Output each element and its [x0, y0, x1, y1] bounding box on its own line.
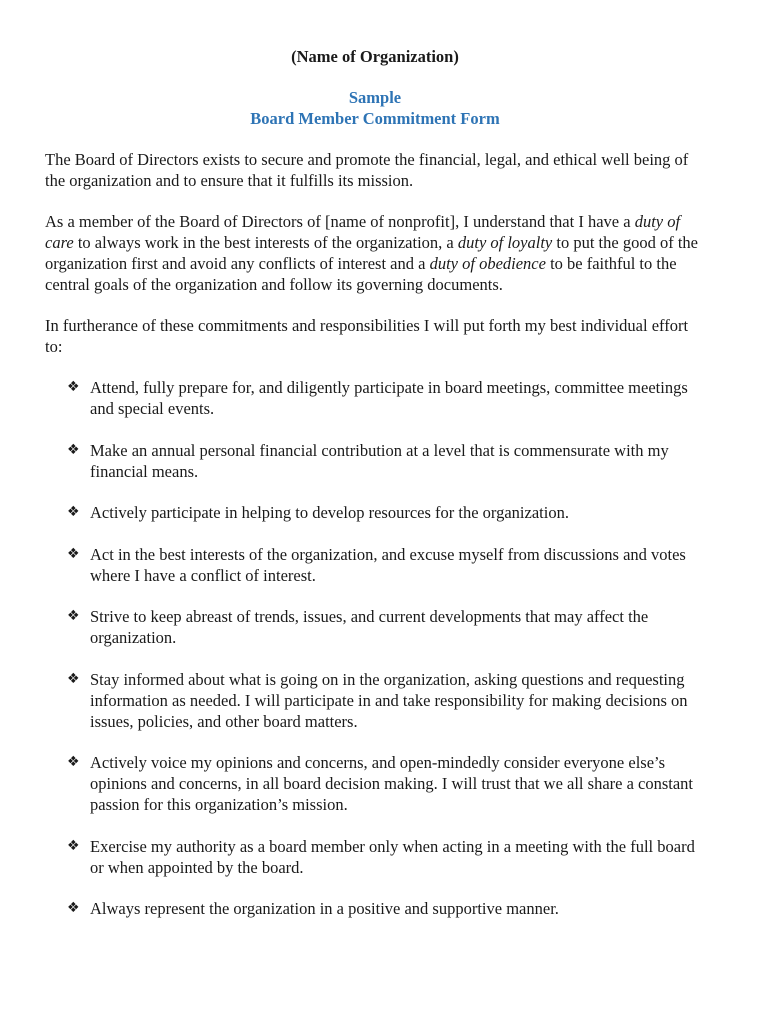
pledge-text: Always represent the organization in a positive and supportive manner. — [90, 899, 559, 918]
diamond-bullet-icon: ❖ — [67, 608, 80, 624]
pledge-text: Strive to keep abreast of trends, issues, and current developments that may affect the organization. — [90, 607, 649, 647]
pledge-item — [45, 440, 700, 482]
pledge-text: Act in the best interests of the organization, and excuse myself from discussions and votes where I have a conflict of interest. — [90, 544, 686, 585]
duty-of-obedience-term: duty of obedience — [429, 254, 546, 273]
document-page — [45, 46, 705, 940]
duties-paragraph — [45, 211, 705, 295]
intro-paragraph: The Board of Directors exists to secure and promote the financial, legal, and ethical well being of the organization and to ensure that it fulfills its mission. — [45, 150, 689, 190]
pledge-item — [45, 606, 700, 648]
diamond-bullet-icon: ❖ — [67, 379, 80, 395]
pledge-text: Attend, fully prepare for, and diligently participate in board meetings, committee meetings and special events. — [90, 378, 688, 418]
pledge-text: Exercise my authority as a board member only when acting in a meeting with the full board or when appointed by the board. — [90, 836, 695, 877]
duties-text-4: to be faithful to the central goals of the organization and follow its governing documents. — [45, 254, 677, 294]
title-form-name: Board Member Commitment Form — [250, 109, 500, 128]
title-sample: Sample — [348, 88, 402, 107]
diamond-bullet-icon: ❖ — [67, 545, 80, 562]
duty-of-care-term: duty of care — [45, 212, 681, 252]
pledge-item — [45, 898, 700, 919]
pledge-item — [45, 377, 700, 419]
diamond-bullet-icon: ❖ — [67, 900, 80, 916]
duties-text-3: to put the good of the organization first and avoid any conflicts of interest and a — [45, 233, 698, 273]
diamond-bullet-icon: ❖ — [67, 504, 80, 520]
pledge-text: Make an annual personal financial contribution at a level that is commensurate with my financial means. — [90, 440, 669, 481]
furtherance-paragraph: In furtherance of these commitments and responsibilities I will put forth my best individual effort to: — [45, 316, 689, 356]
diamond-bullet-icon: ❖ — [67, 837, 80, 854]
diamond-bullet-icon: ❖ — [67, 670, 80, 687]
pledge-item — [45, 836, 700, 878]
duty-of-loyalty-term: duty of loyalty — [457, 233, 553, 252]
pledge-item — [45, 544, 700, 586]
pledge-item — [45, 669, 700, 732]
pledge-list — [45, 377, 705, 919]
pledge-text: Actively voice my opinions and concerns, and open-mindedly consider everyone else’s opinions and concerns, in all board decision making. I will trust that we all share a constant passion for this organization’s mission. — [90, 753, 694, 814]
diamond-bullet-icon: ❖ — [67, 441, 80, 458]
organization-name: (Name of Organization) — [291, 47, 459, 66]
duties-text-2: to always work in the best interests of the organization, a — [73, 233, 458, 252]
duties-text-1: As a member of the Board of Directors of [name of nonprofit], I understand that I have a — [45, 212, 635, 231]
pledge-item — [45, 752, 700, 815]
form-title — [45, 87, 705, 129]
pledge-text: Stay informed about what is going on in the organization, asking questions and requesting information as needed. I will participate in and take responsibility for making decisions on issues, policies, and other board matters. — [90, 669, 688, 731]
pledge-item — [45, 502, 700, 523]
diamond-bullet-icon: ❖ — [67, 754, 80, 770]
pledge-text: Actively participate in helping to develop resources for the organization. — [90, 503, 569, 522]
